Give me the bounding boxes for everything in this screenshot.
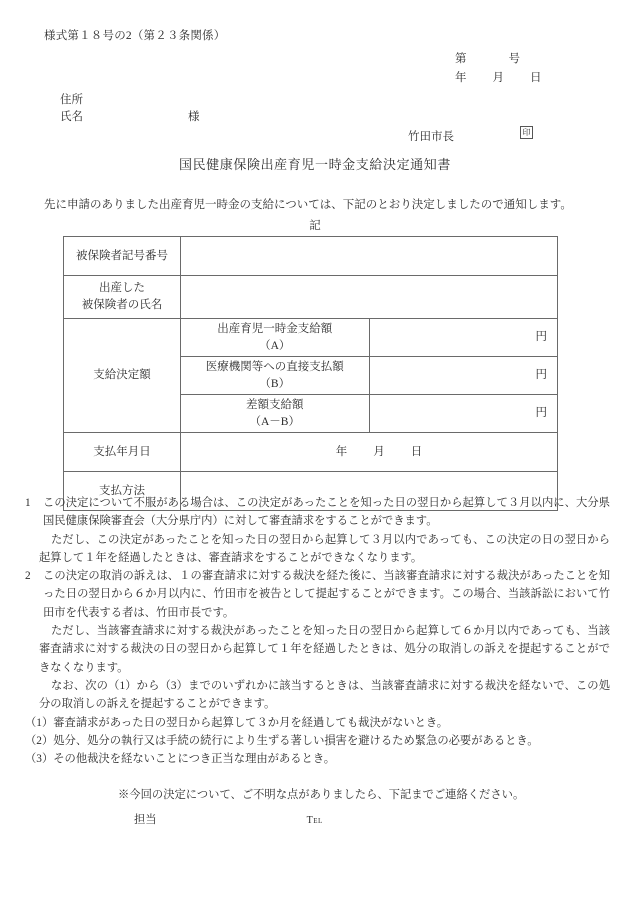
document-number-line bbox=[455, 51, 520, 68]
form-number: 様式第１８号の2（第２３条関係） bbox=[44, 30, 226, 42]
recipient-block bbox=[60, 92, 200, 127]
mother-name-label-line2: 被保険者の氏名 bbox=[81, 299, 163, 311]
contact-label: 担当 bbox=[134, 814, 157, 826]
payment-date-label: 支払年月日 bbox=[64, 433, 181, 472]
note-item-1 bbox=[25, 494, 610, 531]
contact-notice: ※今回の決定について、ご不明な点がありましたら、下記までご連絡ください。 bbox=[118, 789, 525, 801]
note-item-1-sub: ただし、この決定があったことを知った日の翌日から起算して３月以内であっても、この決定の日の翌日から起算して１年を経過したときは、審査請求をすることができなくなります。 bbox=[39, 533, 610, 564]
insured-number-value[interactable] bbox=[181, 237, 558, 276]
amount-c-label-line1: 差額支給額 bbox=[246, 398, 304, 411]
mother-name-value[interactable] bbox=[181, 276, 558, 319]
amount-b-label-line1: 医療機関等への直接支払額 bbox=[205, 360, 344, 373]
amount-a-unit: 円 bbox=[535, 331, 547, 344]
telephone-label: Tel bbox=[306, 815, 323, 826]
note-item-2 bbox=[25, 567, 610, 622]
note-item-2-text: この決定の取消の訴えは、１の審査請求に対する裁決を経た後に、当該審査請求に対する裁決があったことを知った日の翌日から６か月以内に、竹田市を被告として提起することができます。この場合、当該訴訟において竹田市を代表する者は、竹田市長です。 bbox=[43, 570, 610, 619]
mother-name-label bbox=[64, 276, 181, 319]
note-item-2-sub-1: ただし、当該審査請求に対する裁決があったことを知った日の翌日から起算して６か月以内であっても、当該審査請求に対する裁決の日の翌日から起算して１年を経過したときは、処分の取消しの訴えを提起することができなくなります。 bbox=[39, 625, 610, 674]
notes-section bbox=[25, 494, 610, 768]
table-row bbox=[64, 319, 558, 357]
issuer-block bbox=[408, 126, 533, 146]
amount-a-value[interactable] bbox=[369, 319, 558, 357]
name-honorific: 様 bbox=[188, 111, 200, 124]
amount-a-label-line2: （A） bbox=[259, 339, 291, 352]
recipient-address-row bbox=[60, 92, 200, 109]
insured-number-label: 被保険者記号番号 bbox=[64, 237, 181, 276]
amount-b-label-line2: （B） bbox=[259, 377, 291, 390]
ki-marker: 記 bbox=[309, 220, 321, 232]
table-row bbox=[64, 433, 558, 472]
date-month-label: 月 bbox=[492, 72, 504, 84]
note-subitem-1: （1）審査請求があった日の翌日から起算して３か月を経過しても裁決がないとき。 bbox=[25, 716, 449, 729]
date-year-label: 年 bbox=[455, 72, 467, 84]
note-item-1-text: この決定について不服がある場合は、この決定があったことを知った日の翌日から起算して３月以内に、大分県国民健康保険審査会（大分県庁内）に対して審査請求をすることができます。 bbox=[43, 497, 610, 528]
note-item-1-number: 1 bbox=[25, 497, 31, 509]
lead-paragraph: 先に申請のありました出産育児一時金の支給については、下記のとおり決定しましたので通知します。 bbox=[44, 199, 572, 211]
decision-amount-label: 支給決定額 bbox=[64, 319, 181, 433]
mother-name-label-line1: 出産した bbox=[99, 282, 145, 295]
document-number-suffix: 号 bbox=[508, 53, 520, 65]
issuer-name: 竹田市長 bbox=[408, 131, 454, 143]
amount-c-label-line2: （A－B） bbox=[249, 415, 300, 428]
decision-table bbox=[63, 236, 558, 511]
payment-date-value[interactable] bbox=[181, 433, 558, 472]
table-row bbox=[64, 237, 558, 276]
note-item-2-sub-2: なお、次の（1）から（3）までのいずれかに該当するときは、当該審査請求に対する裁決を経ないで、この処分の取消しの訴えを提起することができます。 bbox=[39, 679, 610, 711]
payment-date-day: 日 bbox=[410, 445, 423, 458]
payment-date-month: 月 bbox=[373, 445, 385, 458]
document-number-prefix: 第 bbox=[455, 53, 467, 65]
amount-c-label bbox=[181, 395, 370, 433]
amount-b-label bbox=[181, 357, 370, 395]
note-item-2-number: 2 bbox=[25, 570, 31, 583]
address-label: 住所 bbox=[60, 94, 83, 106]
payment-date-fields bbox=[181, 444, 557, 461]
amount-b-value[interactable] bbox=[369, 357, 558, 395]
amount-a-label-line1: 出産育児一時金支給額 bbox=[217, 322, 333, 335]
amount-b-unit: 円 bbox=[535, 369, 547, 382]
document-date-line bbox=[455, 70, 542, 87]
payment-date-year: 年 bbox=[335, 445, 348, 458]
note-subitem-2: （2）処分、処分の執行又は手続の続行により生ずる著しい損害を避けるため緊急の必要があるとき。 bbox=[25, 734, 539, 747]
table-row bbox=[64, 276, 558, 319]
payment-method-label: 支払方法 bbox=[64, 472, 181, 511]
amount-a-label bbox=[181, 319, 370, 357]
contact-line bbox=[134, 812, 323, 829]
amount-c-value[interactable] bbox=[369, 395, 558, 433]
note-subitem-3: （3）その他裁決を経ないことにつき正当な理由があるとき。 bbox=[25, 753, 335, 766]
seal-icon: 印 bbox=[520, 126, 533, 139]
page-title: 国民健康保険出産育児一時金支給決定通知書 bbox=[178, 157, 451, 172]
amount-c-unit: 円 bbox=[535, 407, 547, 420]
date-day-label: 日 bbox=[530, 72, 542, 84]
name-label: 氏名 bbox=[60, 111, 83, 124]
recipient-name-row bbox=[60, 109, 200, 126]
